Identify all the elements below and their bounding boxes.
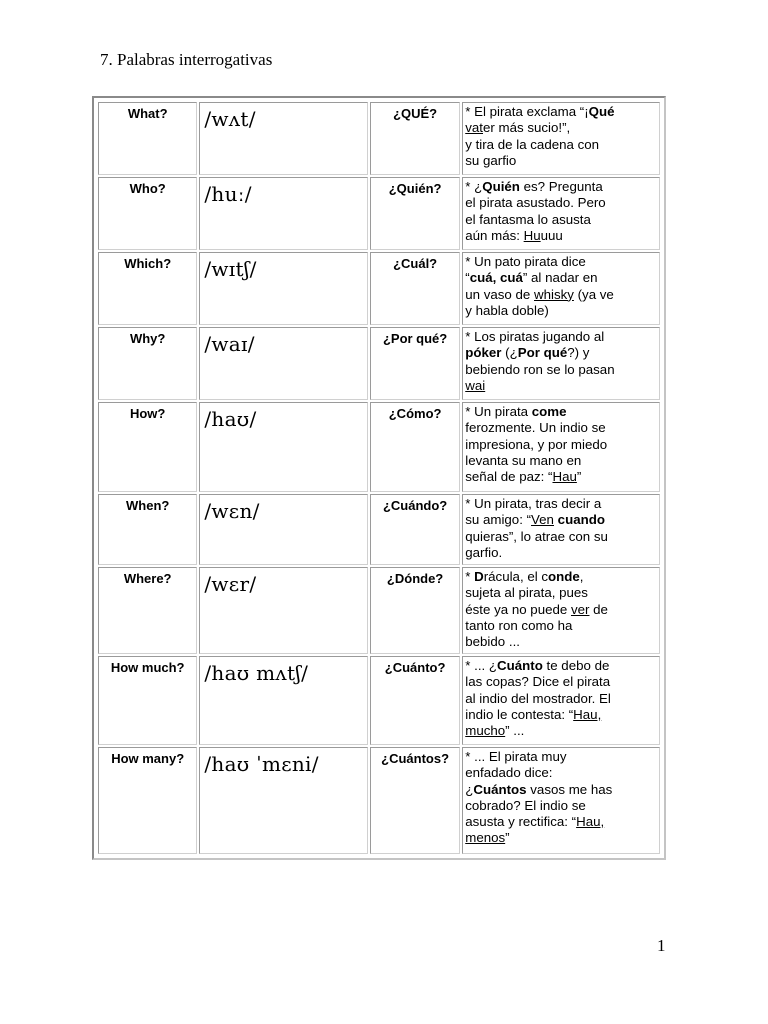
interrogatives-table (92, 96, 666, 860)
spanish-word: ¿Cuándo? (370, 494, 460, 565)
ipa-transcription: /haʊ mʌtʃ/ (199, 656, 368, 745)
table-row (98, 102, 660, 175)
table-row (98, 567, 660, 654)
english-word: How many? (98, 747, 197, 854)
page-number: 1 (657, 936, 666, 955)
english-word: Why? (98, 327, 197, 400)
english-word: How much? (98, 656, 197, 745)
mnemonic-text: * ... ¿Cuánto te debo de las copas? Dice el pirata al indio del mostrador. El indio le contesta: “Hau, mucho” ... (462, 656, 660, 745)
spanish-word: ¿Quién? (370, 177, 460, 250)
table-row (98, 402, 660, 492)
table-row (98, 327, 660, 400)
mnemonic-text: * El pirata exclama “¡Qué vater más sucio!”, y tira de la cadena con su garfio (462, 102, 660, 175)
english-word: How? (98, 402, 197, 492)
ipa-transcription: /wɛn/ (199, 494, 368, 565)
ipa-transcription: /haʊ ˈmɛni/ (199, 747, 368, 854)
spanish-word: ¿Dónde? (370, 567, 460, 654)
ipa-transcription: /wɛr/ (199, 567, 368, 654)
mnemonic-text: * Un pirata come ferozmente. Un indio se impresiona, y por miedo levanta su mano en señal de paz: “Hau” (462, 402, 660, 492)
ipa-transcription: /haʊ/ (199, 402, 368, 492)
mnemonic-text: * Los piratas jugando al póker (¿Por qué?) y bebiendo ron se lo pasan wai (462, 327, 660, 400)
ipa-transcription: /wɪtʃ/ (199, 252, 368, 325)
spanish-word: ¿Cuántos? (370, 747, 460, 854)
english-word: Where? (98, 567, 197, 654)
mnemonic-text: * ¿Quién es? Pregunta el pirata asustado. Pero el fantasma lo asusta aún más: Huuuu (462, 177, 660, 250)
english-word: What? (98, 102, 197, 175)
ipa-transcription: /wʌt/ (199, 102, 368, 175)
spanish-word: ¿Cuál? (370, 252, 460, 325)
mnemonic-text: * Un pirata, tras decir a su amigo: “Ven cuando quieras”, lo atrae con su garfio. (462, 494, 660, 565)
mnemonic-text: * ... El pirata muy enfadado dice: ¿Cuántos vasos me has cobrado? El indio se asusta y rectifica: “Hau, menos” (462, 747, 660, 854)
mnemonic-text: * Un pato pirata dice “cuá, cuá” al nadar en un vaso de whisky (ya ve y habla doble) (462, 252, 660, 325)
english-word: When? (98, 494, 197, 565)
mnemonic-text: * Drácula, el conde, sujeta al pirata, pues éste ya no puede ver de tanto ron como ha bebido ... (462, 567, 660, 654)
english-word: Who? (98, 177, 197, 250)
ipa-transcription: /huː/ (199, 177, 368, 250)
spanish-word: ¿QUÉ? (370, 102, 460, 175)
ipa-transcription: /waɪ/ (199, 327, 368, 400)
spanish-word: ¿Cómo? (370, 402, 460, 492)
page-heading: 7. Palabras interrogativas (100, 50, 273, 69)
spanish-word: ¿Cuánto? (370, 656, 460, 745)
table-row (98, 494, 660, 565)
english-word: Which? (98, 252, 197, 325)
table-row (98, 656, 660, 745)
table-row (98, 177, 660, 250)
table-row (98, 747, 660, 854)
table-row (98, 252, 660, 325)
spanish-word: ¿Por qué? (370, 327, 460, 400)
